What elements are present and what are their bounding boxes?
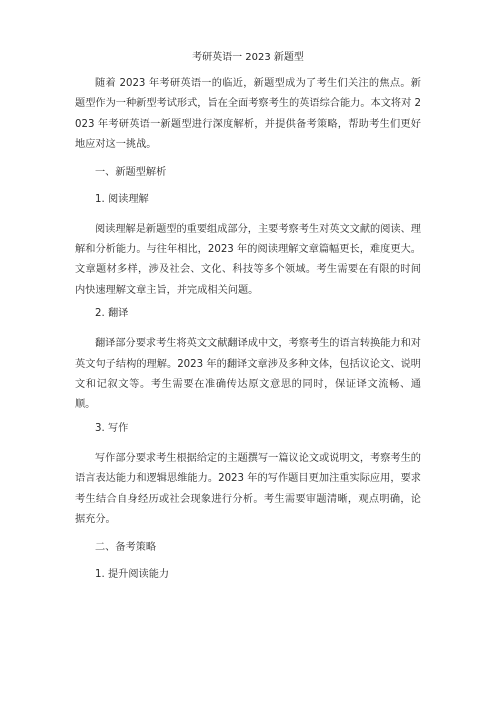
subheading-reading-ability: 1. 提升阅读能力: [95, 568, 170, 580]
translation-paragraph: 翻译部分要求考生将英文文献翻译成中文，考察考生的语言转换能力和对英文句子结构的理解。2023 年的翻译文章涉及多种文体，包括议论文、说明文和记叙文等。考生需要在准确传达原文意思的同时，保证译文流畅、通顺。: [75, 338, 421, 411]
page-title: 考研英语一 2023 新题型: [192, 52, 304, 63]
reading-paragraph: 阅读理解是新题型的重要组成部分，主要考察考生对英文文献的阅读、理解和分析能力。与往年相比，2023 年的阅读理解文章篇幅更长，难度更大。文章题材多样，涉及社会、文化、科技等多个领域。考生需要在有限的时间内快速理解文章主旨，并完成相关问题。: [75, 223, 421, 296]
section-heading-analysis: 一、新题型解析: [95, 166, 167, 178]
intro-paragraph: 随着 2023 年考研英语一的临近，新题型成为了考生们关注的焦点。新题型作为一种新型考试形式，旨在全面考察考生的英语综合能力。本文将对 2023 年考研英语一新题型进行深度解析，并提供备考策略，帮助考生们更好地应对这一挑战。: [75, 78, 421, 151]
subheading-reading: 1. 阅读理解: [95, 193, 149, 205]
subheading-writing: 3. 写作: [95, 422, 129, 434]
subheading-translation: 2. 翻译: [95, 308, 129, 320]
writing-paragraph: 写作部分要求考生根据给定的主题撰写一篇议论文或说明文，考察考生的语言表达能力和逻辑思维能力。2023 年的写作题目更加注重实际应用，要求考生结合自身经历或社会现象进行分析。考生需要审题清晰，观点明确，论据充分。: [75, 452, 421, 526]
section-heading-strategy: 二、备考策略: [95, 541, 157, 553]
